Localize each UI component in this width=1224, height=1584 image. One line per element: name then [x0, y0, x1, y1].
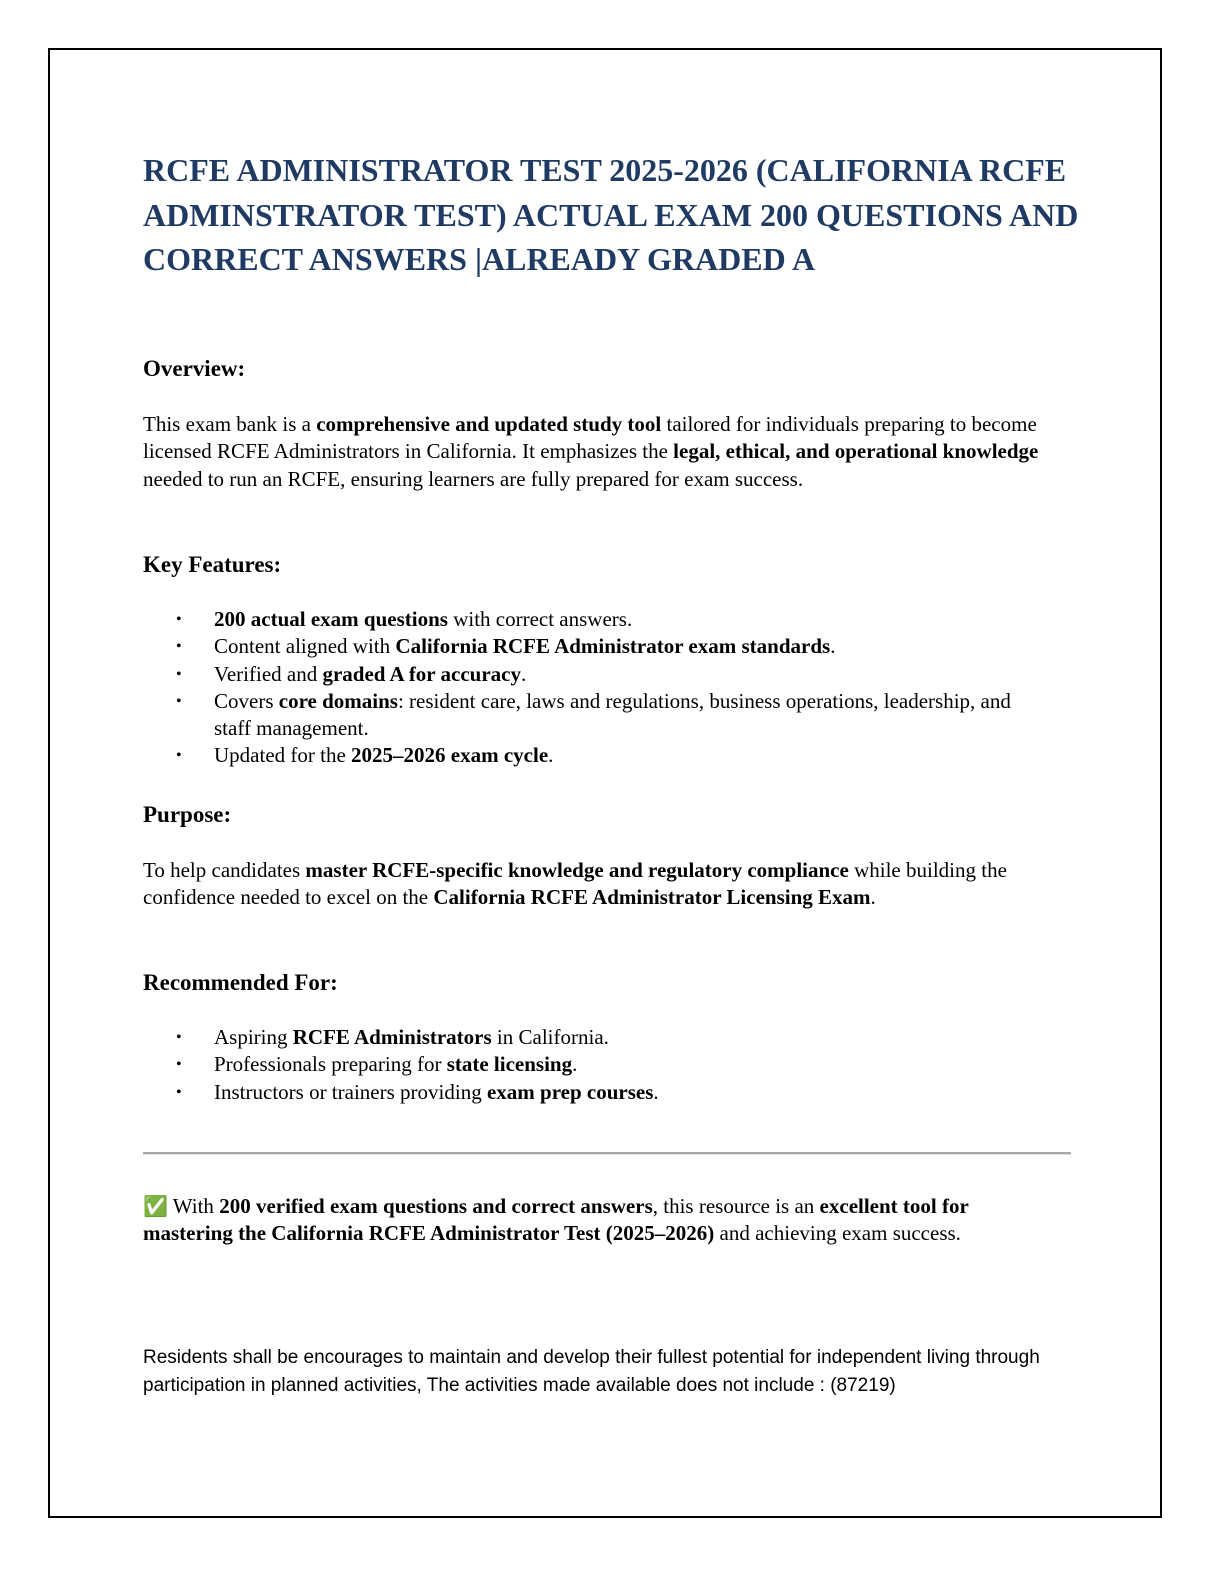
recommended-list [143, 1024, 1043, 1106]
bullet-icon: • [176, 692, 182, 710]
purpose-heading: Purpose: [143, 802, 232, 827]
list-item: • Instructors or trainers providing exam prep courses. [143, 1079, 1043, 1106]
list-item: • 200 actual exam questions with correct answers. [143, 606, 1043, 633]
check-icon: ✅ [143, 1194, 168, 1218]
question-intro-text: Residents shall be encourages to maintain and develop their fullest potential for independent living through participation in planned activities, The activities made available does not include : (87219) [143, 1347, 1040, 1396]
key-features-list [143, 606, 1043, 770]
overview-heading: Overview: [143, 356, 246, 381]
horizontal-divider [143, 1152, 1071, 1155]
bullet-icon: • [176, 1029, 182, 1046]
bullet-icon: • [176, 747, 182, 765]
recommended-heading: Recommended For: [143, 970, 338, 995]
overview-paragraph: This exam bank is a comprehensive and updated study tool tailored for individuals preparing to become licensed RCFE Administrators in California. It emphasizes the legal, ethical, and operational knowledge needed to run an RCFE, ensuring learners are fully prepared for exam success. [143, 412, 1039, 491]
summary-paragraph: ✅ With 200 verified exam questions and correct answers, this resource is an excellent tool for mastering the California RCFE Administrator Test (2025–2026) and achieving exam success. [143, 1194, 969, 1246]
list-item: • Aspiring RCFE Administrators in California. [143, 1024, 1043, 1051]
bullet-icon: • [176, 1056, 182, 1074]
list-item: • Professionals preparing for state licensing. [143, 1051, 1043, 1078]
list-item: • Covers core domains: resident care, laws and regulations, business operations, leadership, and staff management. [176, 688, 1011, 741]
bullet-icon: • [176, 611, 182, 628]
bullet-icon: • [176, 638, 182, 656]
bullet-icon: • [176, 665, 182, 683]
list-item: • Verified and graded A for accuracy. [143, 661, 1043, 688]
purpose-paragraph: To help candidates master RCFE-specific knowledge and regulatory compliance while building the confidence needed to excel on the California RCFE Administrator Licensing Exam. [143, 858, 1007, 910]
list-item: • Updated for the 2025–2026 exam cycle. [143, 742, 1043, 769]
list-item: • Content aligned with California RCFE Administrator exam standards. [143, 633, 1043, 660]
bullet-icon: • [176, 1083, 182, 1101]
key-features-heading: Key Features: [143, 552, 282, 577]
document-title: RCFE ADMINISTRATOR TEST 2025-2026 (CALIFORNIA RCFE ADMINSTRATOR TEST) ACTUAL EXAM 200 QUESTIONS AND CORRECT ANSWERS |ALREADY GRADED A [143, 152, 1079, 277]
